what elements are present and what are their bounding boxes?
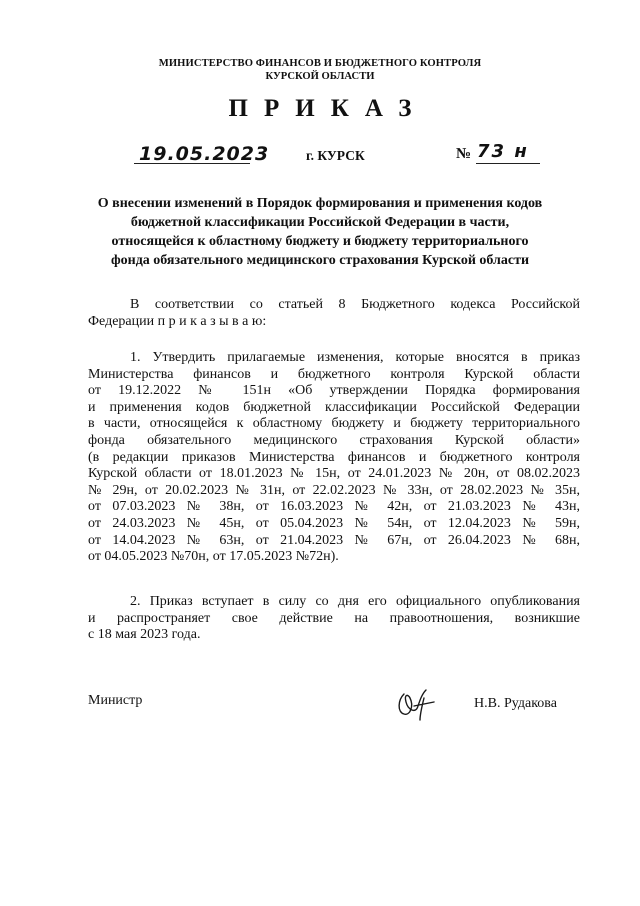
ministry-name-line-1: МИНИСТЕРСТВО ФИНАНСОВ И БЮДЖЕТНОГО КОНТРОЛЯ — [158, 58, 482, 69]
order-date: 19.05.2023 — [139, 143, 270, 165]
paragraph-line: Министерства финансов и бюджетного контроля Курской области — [88, 366, 580, 382]
handwritten-signature — [394, 684, 440, 722]
paragraph-2 — [88, 594, 580, 644]
subject-line: относящейся к областному бюджету и бюджету территориального — [111, 234, 529, 249]
order-subject — [60, 194, 580, 270]
intro-paragraph — [88, 297, 580, 330]
order-number: 73 н — [477, 141, 529, 162]
paragraph-line: фонда обязательного медицинского страхования Курской области» — [88, 432, 580, 448]
paragraph-line: от 14.04.2023 № 63н, от 21.04.2023 № 67н, от 26.04.2023 № 68н, — [88, 532, 580, 548]
paragraph-line: (в редакции приказов Министерства финансов и бюджетного контроля — [88, 449, 580, 465]
ministry-name-line-2: КУРСКОЙ ОБЛАСТИ — [265, 71, 375, 82]
paragraph-line: и распространяет свое действие на правоотношения, возникшие — [88, 610, 580, 626]
paragraph-line: № 29н, от 20.02.2023 № 31н, от 22.02.2023 № 33н, от 28.02.2023 № 35н, — [88, 482, 580, 498]
date-underline — [134, 163, 250, 164]
paragraph-line: Курской области от 18.01.2023 № 15н, от 24.01.2023 № 20н, от 08.02.2023 — [88, 466, 580, 482]
paragraph-line: Федерации п р и к а з ы в а ю: — [88, 313, 267, 329]
paragraph-1 — [88, 350, 580, 566]
paragraph-line: и применения кодов бюджетной классификации Российской Федерации — [88, 399, 580, 415]
subject-line: фонда обязательного медицинского страхования Курской области — [110, 253, 530, 268]
signer-title: Министр — [88, 693, 143, 708]
document-title: ПРИКАЗ — [228, 95, 428, 122]
paragraph-line: В соответствии со статьей 8 Бюджетного кодекса Российской — [130, 297, 580, 312]
paragraph-line: от 24.03.2023 № 45н, от 05.04.2023 № 54н, от 12.04.2023 № 59н, — [88, 515, 580, 531]
subject-line: бюджетной классификации Российской Федерации в части, — [130, 215, 510, 230]
paragraph-line: от 04.05.2023 №70н, от 17.05.2023 №72н). — [88, 549, 339, 565]
signer-name: Н.В. Рудакова — [474, 696, 557, 711]
order-city: г. КУРСК — [306, 148, 365, 163]
paragraph-line: в части, относящейся к областному бюджету и бюджету территориального — [88, 416, 580, 432]
paragraph-line: 1. Утвердить прилагаемые изменения, которые вносятся в приказ — [130, 350, 580, 365]
number-sign: № — [456, 146, 472, 162]
subject-line: О внесении изменений в Порядок формирования и применения кодов — [97, 196, 543, 211]
number-underline — [476, 163, 540, 164]
paragraph-line: 2. Приказ вступает в силу со дня его официального опубликования — [130, 594, 580, 609]
paragraph-line: с 18 мая 2023 года. — [88, 627, 201, 643]
paragraph-line: от 19.12.2022 № 151н «Об утверждении Порядка формирования — [88, 383, 580, 399]
paragraph-line: от 07.03.2023 № 38н, от 16.03.2023 № 42н, от 21.03.2023 № 43н, — [88, 499, 580, 515]
